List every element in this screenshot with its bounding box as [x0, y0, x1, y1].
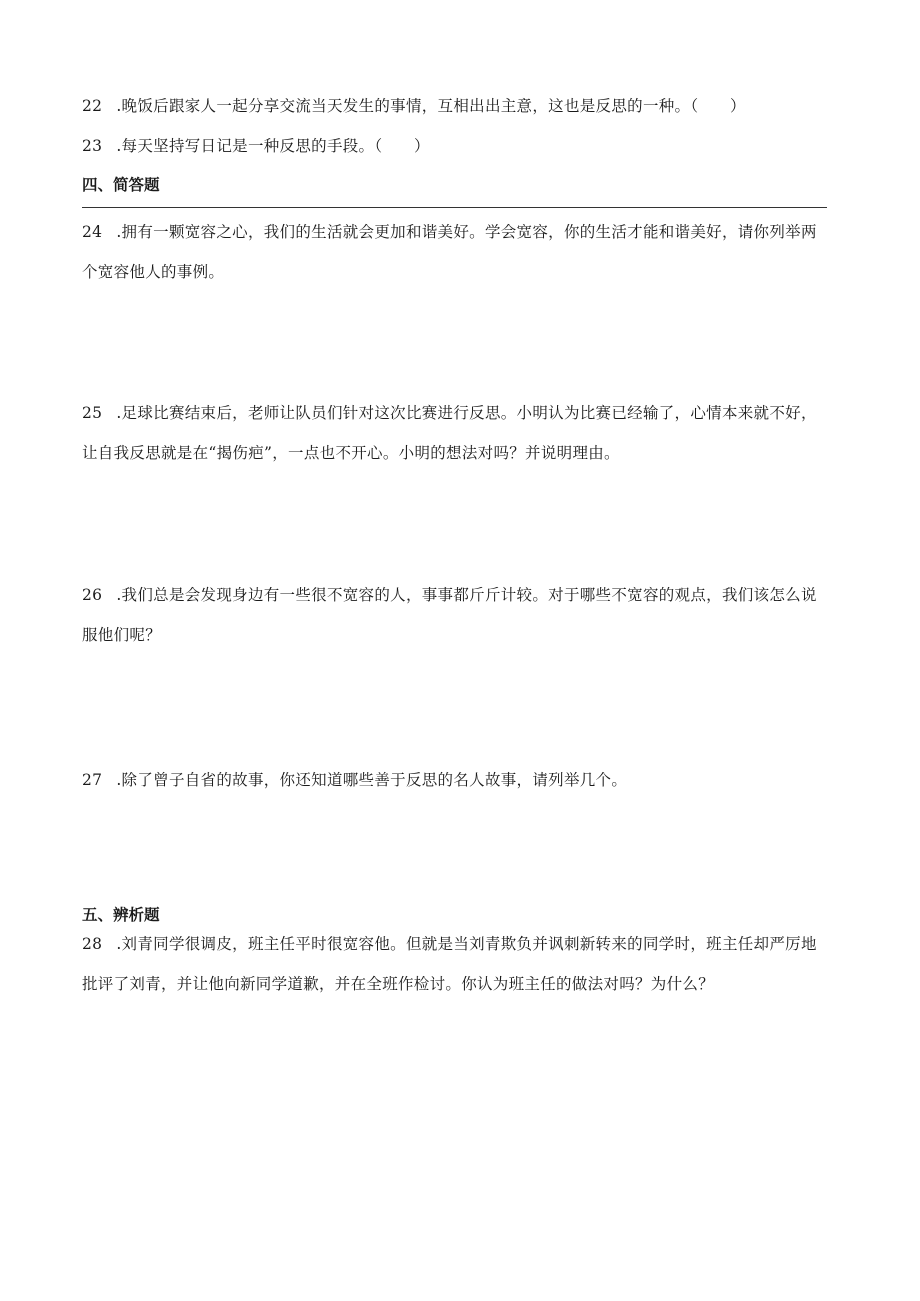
- section-divider: [82, 207, 827, 208]
- question-28: [82, 924, 827, 1004]
- question-text: .晚饭后跟家人一起分享交流当天发生的事情，互相出出主意，这也是反思的一种。（ ）: [116, 97, 746, 115]
- section-title-analysis: 五、辨析题: [82, 906, 160, 924]
- question-text: .我们总是会发现身边有一些很不宽容的人，事事都斤斤计较。对于哪些不宽容的观点，我们该怎么说服他们呢？: [82, 586, 817, 644]
- question-text: .足球比赛结束后，老师让队员们针对这次比赛进行反思。小明认为比赛已经输了，心情本来就不好，让自我反思就是在“揭伤疤”，一点也不开心。小明的想法对吗？并说明理由。: [82, 404, 817, 462]
- question-24: [82, 212, 827, 292]
- question-text: .每天坚持写日记是一种反思的手段。（ ）: [116, 137, 430, 155]
- question-26: [82, 575, 827, 655]
- question-25: [82, 393, 827, 473]
- question-number: 24: [82, 223, 103, 241]
- question-number: 22: [82, 97, 103, 115]
- question-22: [82, 86, 827, 126]
- question-number: 25: [82, 404, 103, 422]
- question-text: .除了曾子自省的故事，你还知道哪些善于反思的名人故事，请列举几个。: [116, 771, 628, 789]
- question-number: 27: [82, 771, 103, 789]
- question-27: [82, 760, 827, 800]
- question-text: .刘青同学很调皮，班主任平时很宽容他。但就是当刘青欺负并讽刺新转来的同学时，班主任却严厉地批评了刘青，并让他向新同学道歉，并在全班作检讨。你认为班主任的做法对吗？为什么？: [82, 935, 817, 993]
- question-23: [82, 126, 827, 166]
- question-text: .拥有一颗宽容之心，我们的生活就会更加和谐美好。学会宽容，你的生活才能和谐美好，请你列举两个宽容他人的事例。: [82, 223, 817, 281]
- question-number: 23: [82, 137, 103, 155]
- question-number: 28: [82, 935, 103, 953]
- section-title-short-answer: 四、简答题: [82, 176, 160, 194]
- question-number: 26: [82, 586, 103, 604]
